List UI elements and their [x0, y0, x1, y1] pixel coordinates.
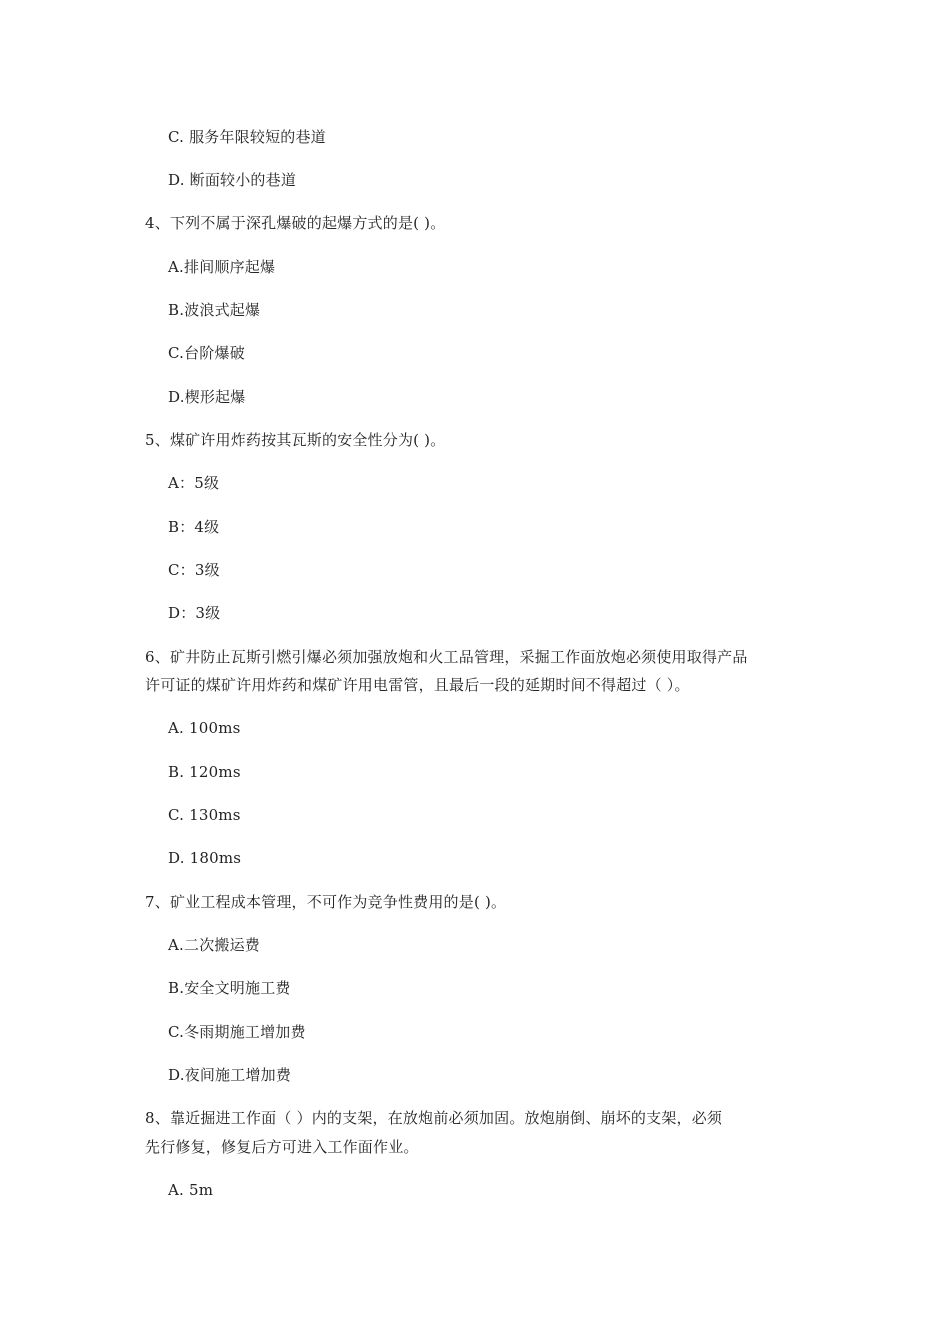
option-6b: B. 120ms	[168, 763, 241, 781]
question-7: 7、矿业工程成本管理，不可作为竞争性费用的是( )。	[145, 893, 507, 911]
question-6: 6、矿井防止瓦斯引燃引爆必须加强放炮和火工品管理，采掘工作面放炮必须使用取得产品	[145, 648, 748, 666]
question-8: 8、靠近掘进工作面（ ）内的支架，在放炮前必须加固。放炮崩倒、崩坏的支架，必须	[145, 1109, 723, 1127]
option-7d: D.夜间施工增加费	[168, 1066, 292, 1084]
option-5a: A：5级	[168, 474, 220, 492]
option-3d: D. 断面较小的巷道	[168, 171, 297, 189]
option-5b: B：4级	[168, 518, 220, 536]
option-6a: A. 100ms	[168, 719, 241, 737]
question-4: 4、下列不属于深孔爆破的起爆方式的是( )。	[145, 214, 446, 232]
option-7b: B.安全文明施工费	[168, 979, 291, 997]
option-4a: A.排间顺序起爆	[168, 258, 276, 276]
option-6c: C. 130ms	[168, 806, 241, 824]
option-6d: D. 180ms	[168, 849, 242, 867]
option-5d: D：3级	[168, 604, 221, 622]
option-8a: A. 5m	[168, 1181, 214, 1199]
option-4d: D.楔形起爆	[168, 388, 246, 406]
option-4b: B.波浪式起爆	[168, 301, 261, 319]
question-8-continued: 先行修复，修复后方可进入工作面作业。	[145, 1138, 419, 1156]
option-4c: C.台阶爆破	[168, 344, 245, 362]
option-5c: C：3级	[168, 561, 220, 579]
option-7a: A.二次搬运费	[168, 936, 261, 954]
option-3c: C. 服务年限较短的巷道	[168, 128, 326, 146]
option-7c: C.冬雨期施工增加费	[168, 1023, 306, 1041]
question-5: 5、煤矿许用炸药按其瓦斯的安全性分为( )。	[145, 431, 446, 449]
question-6-continued: 许可证的煤矿许用炸药和煤矿许用电雷管，且最后一段的延期时间不得超过（ ）。	[145, 676, 690, 694]
